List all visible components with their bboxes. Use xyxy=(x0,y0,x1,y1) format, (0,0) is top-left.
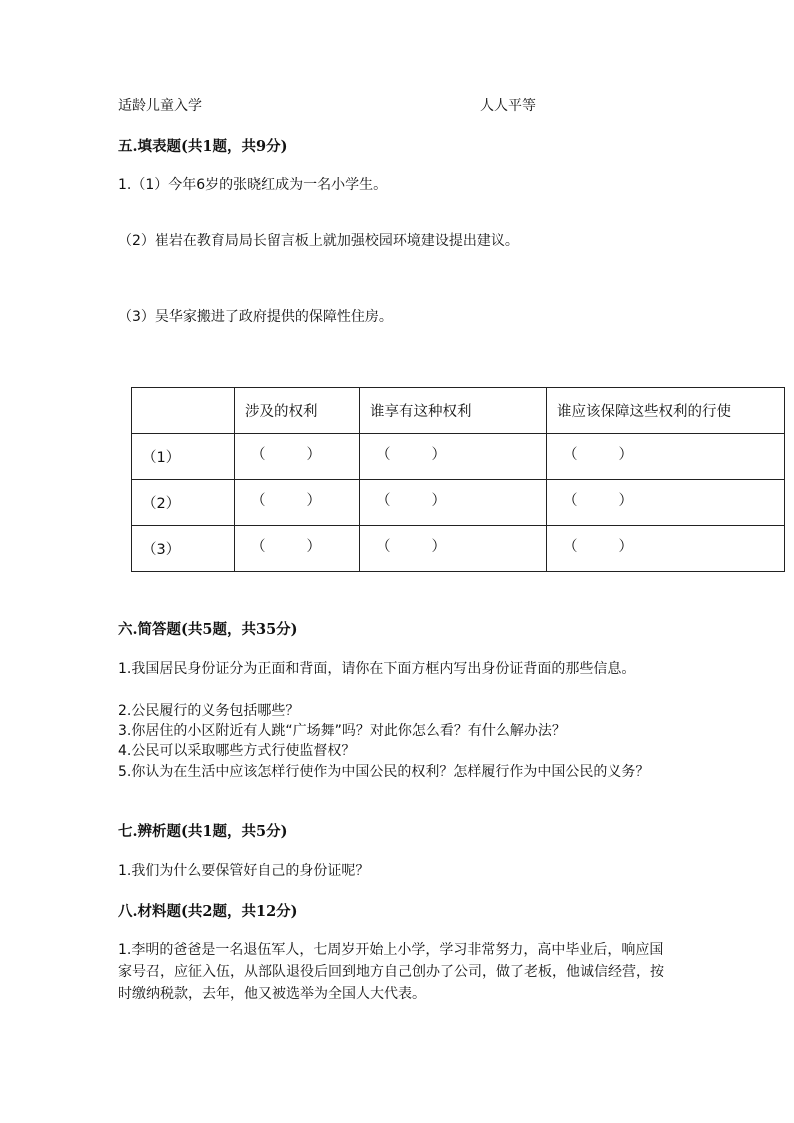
answer-cell[interactable]: （ ） xyxy=(360,480,547,526)
row-label: （3） xyxy=(132,526,235,572)
option-right: 人人平等 xyxy=(480,98,536,114)
section6-item-5: 5.你认为在生活中应该怎样行使作为中国公民的权利？怎样履行作为中国公民的义务？ xyxy=(118,764,650,780)
section5-item-2: （2）崔岩在教育局局长留言板上就加强校园环境建设提出建议。 xyxy=(118,233,519,249)
section7-item-1: 1.我们为什么要保管好自己的身份证呢？ xyxy=(118,863,370,879)
section8-heading: 八.材料题(共2题，共12分) xyxy=(118,903,298,920)
table-header-cell xyxy=(132,388,235,434)
section6-heading: 六.简答题(共5题，共35分) xyxy=(118,621,298,638)
section5-item-3: （3）吴华家搬进了政府提供的保障性住房。 xyxy=(118,309,393,325)
answer-cell[interactable]: （ ） xyxy=(360,526,547,572)
table-header-cell: 谁应该保障这些权利的行使 xyxy=(547,388,785,434)
section5-heading: 五.填表题(共1题，共9分) xyxy=(118,138,288,155)
table-header-cell: 谁享有这种权利 xyxy=(360,388,547,434)
answer-cell[interactable]: （ ） xyxy=(235,434,360,480)
section6-item-4: 4.公民可以采取哪些方式行使监督权？ xyxy=(118,743,356,759)
option-left: 适龄儿童入学 xyxy=(118,98,202,114)
rights-table xyxy=(131,387,785,572)
row-label: （1） xyxy=(132,434,235,480)
table-header-row xyxy=(132,388,785,434)
table-row xyxy=(132,434,785,480)
answer-cell[interactable]: （ ） xyxy=(547,434,785,480)
answer-cell[interactable]: （ ） xyxy=(547,526,785,572)
section7-heading: 七.辨析题(共1题，共5分) xyxy=(118,823,288,840)
section6-item-2: 2.公民履行的义务包括哪些？ xyxy=(118,703,300,719)
answer-cell[interactable]: （ ） xyxy=(235,526,360,572)
section6-item-1: 1.我国居民身份证分为正面和背面，请你在下面方框内写出身份证背面的那些信息。 xyxy=(118,661,636,677)
table-header-cell: 涉及的权利 xyxy=(235,388,360,434)
answer-cell[interactable]: （ ） xyxy=(547,480,785,526)
section8-item-1: 1.李明的爸爸是一名退伍军人，七周岁开始上小学，学习非常努力，高中毕业后，响应国家号召，应征入伍，从部队退役后回到地方自己创办了公司，做了老板，他诚信经营，按时缴纳税款，去年，他又被选举为全国人大代表。 xyxy=(118,942,664,1002)
table-row xyxy=(132,480,785,526)
table-row xyxy=(132,526,785,572)
section6-item-3: 3.你居住的小区附近有人跳“广场舞”吗？对此你怎么看？有什么解办法？ xyxy=(118,723,566,739)
section5-item-1: 1.（1）今年6岁的张晓红成为一名小学生。 xyxy=(118,177,388,193)
row-label: （2） xyxy=(132,480,235,526)
answer-cell[interactable]: （ ） xyxy=(360,434,547,480)
answer-cell[interactable]: （ ） xyxy=(235,480,360,526)
